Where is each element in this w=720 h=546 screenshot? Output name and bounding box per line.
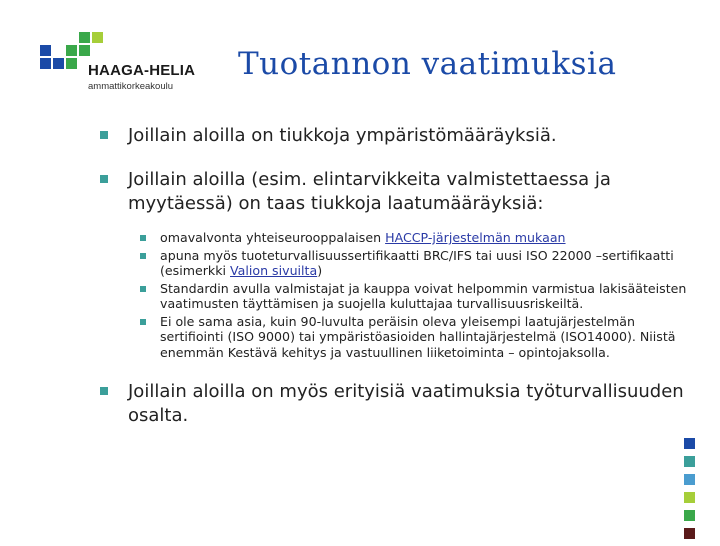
color-square (684, 528, 695, 539)
bullet-icon (140, 235, 146, 241)
sub-bullet-text: Standardin avulla valmistajat ja kauppa voivat helpommin varmistua lakisääteisten vaatimusten täyttämisen ja suojella kuluttajaa turvallisuusriskeiltä. (160, 280, 687, 311)
sub-bullet-item (140, 248, 700, 279)
bullet-icon (140, 286, 146, 292)
bullet-icon (140, 319, 146, 325)
decorative-color-bar (684, 438, 695, 546)
bullet-icon (100, 175, 108, 183)
haaga-helia-logo (40, 32, 210, 92)
bullet-text: Joillain aloilla on myös erityisiä vaatimuksia työturvallisuuden osalta. (128, 381, 684, 426)
bullet-text: Joillain aloilla (esim. elintarvikkeita valmistettaessa ja myytäessä) on taas tiukkoja laatumääräyksiä: (128, 169, 611, 214)
sub-bullet-text: Ei ole sama asia, kuin 90-luvulta peräisin oleva yleisempi laatujärjestelmän sertifiointi (ISO 9000) tai ympäristöasioiden hallintajärjestelmä (ISO14000). Niistä enemmän Kestävä kehitys ja vastuullinen liiketoiminta – opintojaksolla. (160, 313, 676, 360)
sub-bullet-list (100, 230, 700, 360)
bullet-item (100, 168, 700, 216)
bullet-text: Joillain aloilla on tiukkoja ympäristömääräyksiä. (128, 125, 557, 146)
color-square (684, 474, 695, 485)
sub-bullet-text: omavalvonta yhteiseurooppalaisen (160, 230, 386, 245)
valio-link[interactable]: Valion sivuilta (230, 263, 318, 278)
haccp-link[interactable]: HACCP-järjestelmän mukaan (385, 230, 566, 245)
sub-bullet-item (140, 314, 700, 361)
slide-title: Tuotannon vaatimuksia (238, 46, 617, 82)
sub-bullet-item (140, 281, 700, 312)
bullet-item (100, 124, 700, 148)
sub-bullet-text-end: ) (317, 263, 323, 278)
bullet-icon (140, 253, 146, 259)
logo-subtitle: ammattikorkeakoulu (88, 81, 174, 92)
sub-bullet-text: apuna myös tuoteturvallisuussertifikaatti BRC/IFS tai uusi ISO 22000 –sertifikaatti (esimerkki (160, 247, 674, 278)
color-square (684, 456, 695, 467)
slide-content (100, 124, 700, 428)
bullet-icon (100, 131, 108, 139)
color-square (684, 510, 695, 521)
bullet-item (100, 380, 700, 428)
color-square (684, 438, 695, 449)
logo-name: HAAGA-HELIA (88, 62, 196, 79)
bullet-icon (100, 387, 108, 395)
sub-bullet-item (140, 230, 700, 246)
color-square (684, 492, 695, 503)
